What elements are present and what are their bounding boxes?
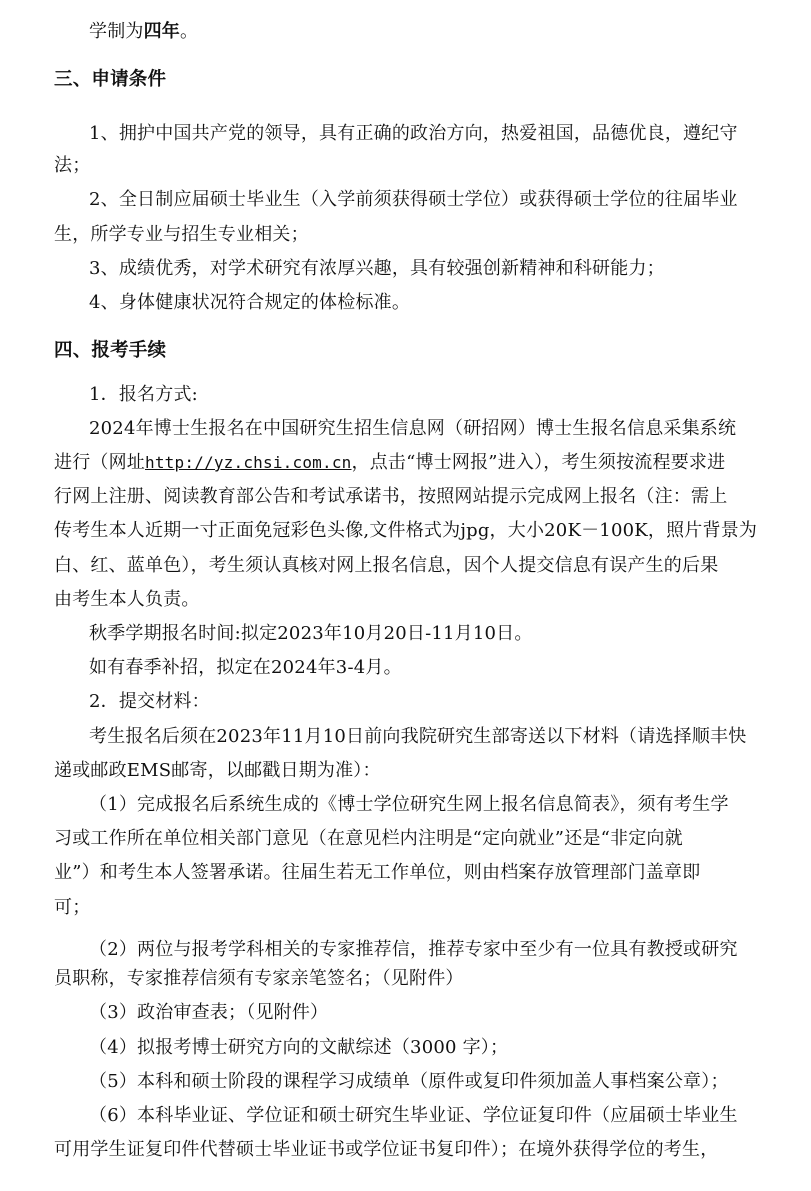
registration-paragraph-line-3: 行网上注册、阅读教育部公告和考试承诺书，按照网站提示完成网上报名（注：需上 bbox=[54, 486, 728, 507]
material-6-line-2: 可用学生证复印件代替硕士毕业证书或学位证书复印件）；在境外获得学位的考生， bbox=[54, 1139, 719, 1160]
spring-registration-time: 如有春季补招，拟定在2024年3-4月。 bbox=[89, 657, 402, 678]
registration-text-after-link: ，点击“博士网报”进入），考生须按流程要求进 bbox=[351, 452, 726, 473]
subsection-submit-materials: 2．提交材料： bbox=[89, 691, 210, 712]
autumn-registration-time: 秋季学期报名时间:拟定2023年10月20日-11月10日。 bbox=[89, 623, 533, 644]
material-1-line-1: （1）完成报名后系统生成的《博士学位研究生网上报名信息简表》，须有考生学 bbox=[89, 794, 729, 815]
requirement-1-line-1: 1、拥护中国共产党的领导，具有正确的政治方向，热爱祖国，品德优良，遵纪守 bbox=[89, 123, 738, 144]
material-2-line-1: （2）两位与报考学科相关的专家推荐信，推荐专家中至少有一位具有教授或研究 bbox=[89, 939, 738, 960]
material-4: （4）拟报考博士研究方向的文献综述（3000 字）； bbox=[89, 1037, 509, 1058]
registration-paragraph-line-5: 白、红、蓝单色），考生须认真核对网上报名信息，因个人提交信息有误产生的后果 bbox=[54, 555, 719, 576]
requirement-2-line-1: 2、全日制应届硕士毕业生（入学前须获得硕士学位）或获得硕士学位的往届毕业 bbox=[89, 189, 738, 210]
registration-paragraph-line-4: 传考生本人近期一寸正面免冠彩色头像,文件格式为jpg，大小20K－100K，照片背景为 bbox=[54, 520, 758, 541]
requirement-3: 3、成绩优秀，对学术研究有浓厚兴趣，具有较强创新精神和科研能力； bbox=[89, 258, 665, 279]
duration-value: 四年 bbox=[143, 21, 181, 42]
subsection-registration-method: 1．报名方式: bbox=[89, 384, 198, 405]
duration-line bbox=[89, 19, 198, 45]
material-1-line-4: 可； bbox=[54, 897, 91, 918]
material-6-line-1: （6）本科毕业证、学位证和硕士研究生毕业证、学位证复印件（应届硕士毕业生 bbox=[89, 1105, 738, 1126]
material-3: （3）政治审查表；（见附件） bbox=[89, 1002, 329, 1023]
section-heading-requirements: 三、申请条件 bbox=[54, 69, 167, 90]
material-1-line-3: 业”）和考生本人签署承诺。往届生若无工作单位，则由档案存放管理部门盖章即 bbox=[54, 862, 701, 883]
duration-text: 学制为 bbox=[89, 21, 144, 42]
materials-intro-line-2: 递或邮政EMS邮寄，以邮戳日期为准）： bbox=[54, 760, 381, 781]
requirement-2-line-2: 生，所学专业与招生专业相关； bbox=[54, 224, 309, 245]
requirement-4: 4、身体健康状况符合规定的体检标准。 bbox=[89, 292, 411, 313]
registration-paragraph-line-6: 由考生本人负责。 bbox=[54, 589, 200, 610]
registration-paragraph-line-2 bbox=[54, 450, 725, 476]
website-link[interactable]: http://yz.chsi.com.cn bbox=[145, 453, 352, 472]
material-5: （5）本科和硕士阶段的课程学习成绩单（原件或复印件须加盖人事档案公章）； bbox=[89, 1071, 729, 1092]
material-1-line-2: 习或工作所在单位相关部门意见（在意见栏内注明是“定向就业”还是“非定向就 bbox=[54, 828, 683, 849]
section-heading-procedures: 四、报考手续 bbox=[54, 340, 167, 361]
requirement-1-line-2: 法； bbox=[54, 155, 91, 176]
registration-text-before-link: 进行（网址 bbox=[54, 452, 145, 473]
materials-intro-line-1: 考生报名后须在2023年11月10日前向我院研究生部寄送以下材料（请选择顺丰快 bbox=[89, 726, 747, 747]
registration-paragraph-line-1: 2024年博士生报名在中国研究生招生信息网（研招网）博士生报名信息采集系统 bbox=[89, 418, 737, 439]
material-2-line-2: 员职称，专家推荐信须有专家亲笔签名；（见附件） bbox=[54, 968, 464, 989]
duration-end: 。 bbox=[180, 21, 199, 42]
